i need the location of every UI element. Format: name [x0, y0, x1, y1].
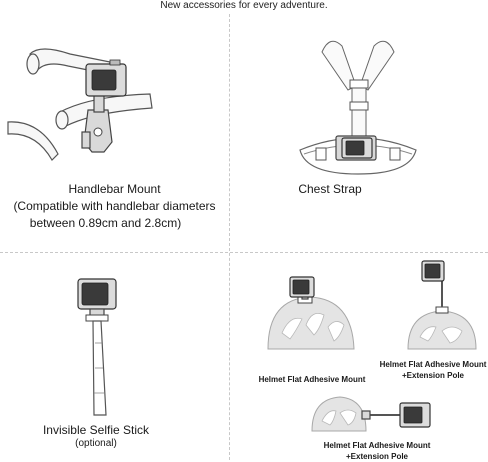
page-caption: New accessories for every adventure.	[160, 0, 328, 11]
chest-strap-title: Chest Strap	[298, 182, 362, 196]
helmet-mount-panel	[230, 253, 488, 460]
handlebar-mount-title	[0, 181, 229, 232]
handlebar-title-line1: Handlebar Mount	[68, 182, 161, 196]
chest-strap-panel	[230, 14, 488, 252]
helmet-item2-label	[378, 359, 488, 381]
handlebar-title-line2: (Compatible with handlebar diameters	[13, 199, 216, 213]
helmet-item2-line2: +Extension Pole	[401, 371, 465, 380]
handlebar-mount-panel	[0, 14, 229, 252]
helmet-item3-label	[306, 440, 448, 462]
helmet-item3-line2: +Extension Pole	[345, 452, 409, 461]
chest-strap-illustration	[230, 14, 488, 252]
helmet-item1-label: Helmet Flat Adhesive Mount	[258, 375, 366, 384]
selfie-stick-subtitle: (optional)	[75, 438, 117, 449]
selfie-stick-title: Invisible Selfie Stick	[42, 423, 150, 437]
helmet-mount-illustration	[230, 253, 488, 460]
handlebar-title-line3: between 0.89cm and 2.8cm)	[29, 216, 182, 230]
helmet-item3-line1: Helmet Flat Adhesive Mount	[323, 441, 431, 450]
selfie-stick-panel	[0, 253, 229, 460]
helmet-item2-line1: Helmet Flat Adhesive Mount	[379, 360, 487, 369]
